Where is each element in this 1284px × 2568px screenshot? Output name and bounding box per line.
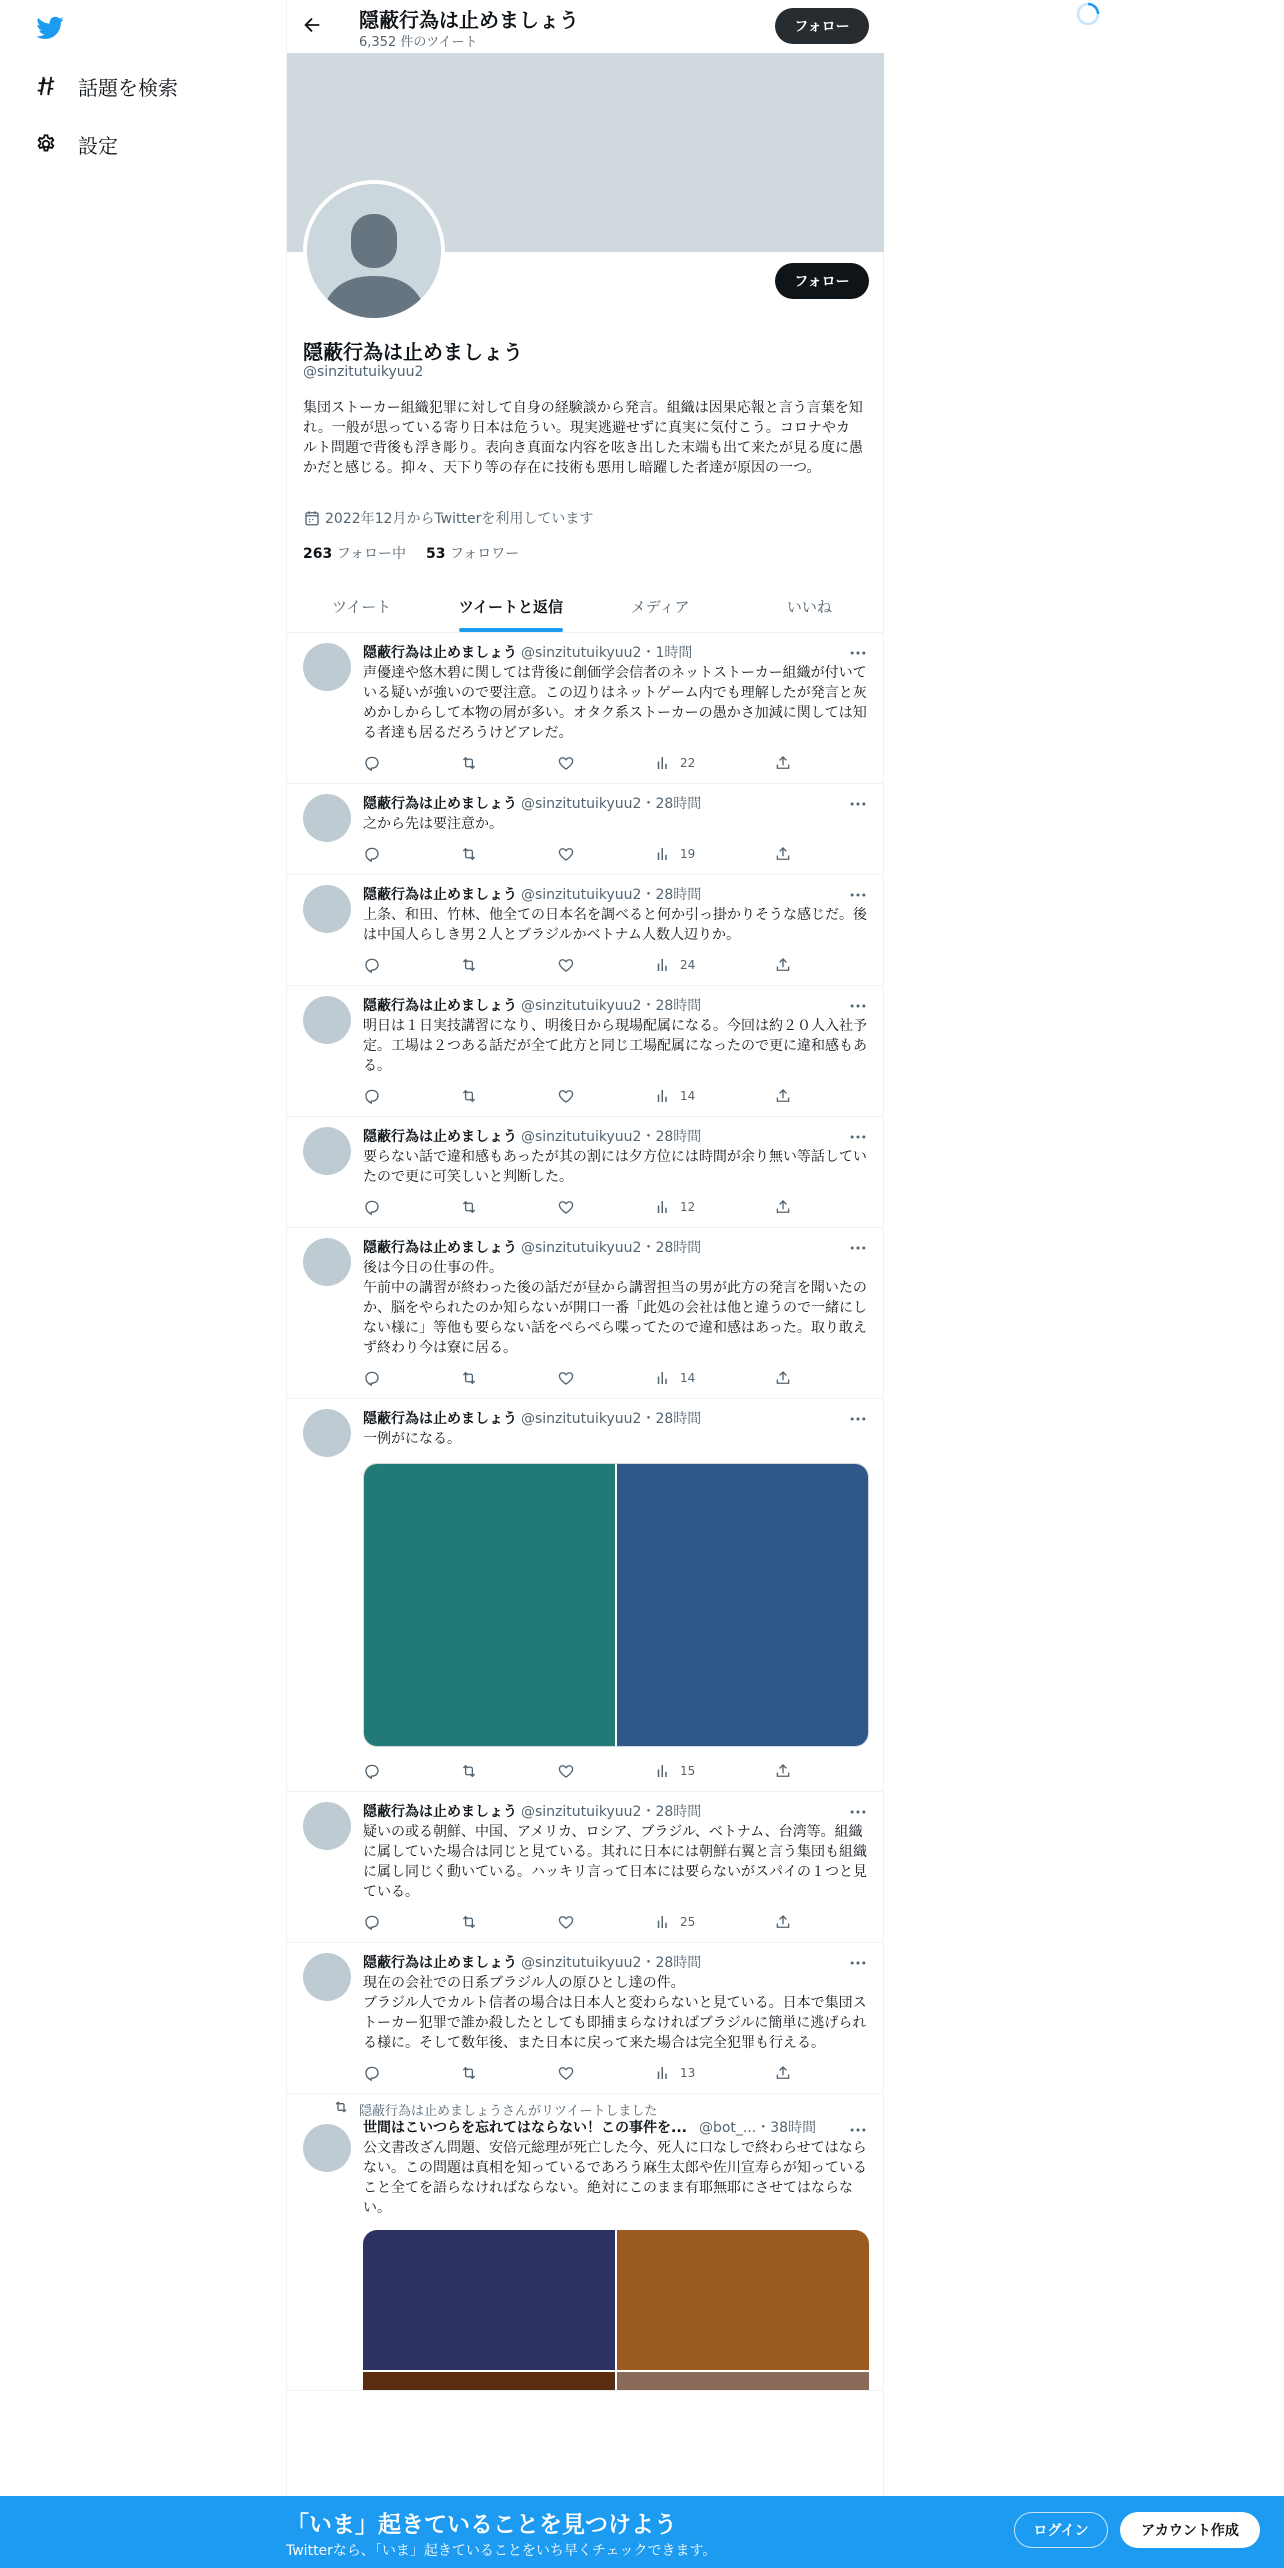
tweet-author-name[interactable]: 隠蔽行為は止めましょう [363, 1804, 517, 1820]
tweet-text: 公文書改ざん問題、安倍元総理が死亡した今、死人に口なしで終わらせてはならない。この問題は真相を知っているであろう麻生太郎や佐川宣寿らが知っていること全てを語らなければならない。絶対にこのまま有耶無耶にさせてはならない。 [363, 2140, 867, 2216]
tweet-author-handle[interactable]: @bot_... [698, 2120, 757, 2136]
tweet-media[interactable] [363, 1463, 869, 1747]
like-icon[interactable] [557, 2064, 654, 2082]
tweet[interactable] [287, 1399, 884, 1792]
views-icon[interactable] [654, 845, 774, 863]
tweet-header [363, 794, 868, 814]
avatar[interactable] [303, 1127, 351, 1175]
tweet-author-name[interactable]: 隠蔽行為は止めましょう [363, 1411, 517, 1427]
tweet[interactable] [287, 875, 884, 986]
tweet-author-handle[interactable]: @sinzitutuikyuu2 [521, 796, 642, 812]
share-icon[interactable] [774, 754, 792, 772]
nav-settings[interactable] [34, 124, 118, 164]
tweet-time[interactable]: ・28時間 [641, 1129, 702, 1145]
tweet-author-handle[interactable]: @sinzitutuikyuu2 [521, 1129, 642, 1145]
tweet-time[interactable]: ・38時間 [756, 2120, 817, 2136]
tweet-feed [287, 633, 884, 2391]
tweet-author-handle[interactable]: @sinzitutuikyuu2 [521, 1240, 642, 1256]
views-icon[interactable] [654, 1087, 774, 1105]
login-button[interactable]: ログイン [1014, 2512, 1108, 2548]
tweet-header [363, 643, 868, 663]
tweet-media[interactable] [363, 2230, 869, 2390]
nav-settings-label: 設定 [78, 133, 118, 158]
tweet-header [363, 1802, 868, 1822]
signup-button[interactable]: アカウント作成 [1120, 2512, 1260, 2548]
more-icon[interactable] [848, 1238, 868, 1258]
more-icon[interactable] [848, 794, 868, 814]
media-image[interactable] [617, 1464, 868, 1746]
profile-bio: 集団ストーカー組織犯罪に対して自身の経験談から発言。組織は因果応報と言う言葉を知れ。一般が思っている寄り日本は危うい。現実逃避せずに真実に気付こう。コロナやカルト問題で背後も浮き彫り。表向き真面な内容を呟き出した末端も出て来たが見る度に愚かだと感じる。抑々、天下り等の存在に技術も悪用し暗躍した者達が原因の一つ。 [303, 400, 863, 476]
tweet[interactable] [287, 1943, 884, 2094]
more-icon[interactable] [848, 1127, 868, 1147]
reply-icon[interactable] [363, 754, 460, 772]
back-arrow-icon[interactable] [301, 14, 325, 38]
tweet-author-name[interactable]: 隠蔽行為は止めましょう [363, 645, 517, 661]
tweet-author-handle[interactable]: @sinzitutuikyuu2 [521, 1411, 642, 1427]
tweet-text: 要らない話で違和感もあったが其の割には夕方位には時間が余り無い等話していたので更に可笑しいと判断した。 [363, 1149, 867, 1185]
header-tweet-count: 6,352 件のツイート [359, 35, 478, 50]
like-icon[interactable] [557, 1198, 654, 1216]
views-count: 22 [680, 756, 696, 770]
tab-tweets[interactable]: ツイート [331, 597, 392, 616]
views-icon[interactable] [654, 956, 774, 974]
reply-icon[interactable] [363, 845, 460, 863]
like-icon[interactable] [557, 1087, 654, 1105]
tweet-author-handle[interactable]: @sinzitutuikyuu2 [521, 998, 642, 1014]
tweet-author-name[interactable]: 隠蔽行為は止めましょう [363, 1240, 517, 1256]
like-icon[interactable] [557, 754, 654, 772]
share-icon[interactable] [774, 845, 792, 863]
share-icon[interactable] [774, 1369, 792, 1387]
tweet-header [363, 2118, 868, 2138]
tweet-actions [363, 1187, 793, 1227]
profile-stats [303, 543, 519, 563]
reply-icon[interactable] [363, 956, 460, 974]
profile-name: 隠蔽行為は止めましょう [303, 340, 523, 364]
tweet-time[interactable]: ・28時間 [641, 1955, 702, 1971]
tweet-actions [363, 2053, 793, 2093]
media-image[interactable] [617, 2372, 869, 2390]
following-link[interactable]: 263 フォロー中 [303, 546, 406, 562]
views-count: 25 [680, 1915, 696, 1929]
tweet-actions [363, 1358, 793, 1398]
tweet-time[interactable]: ・28時間 [641, 887, 702, 903]
tweet-author-handle[interactable]: @sinzitutuikyuu2 [521, 1955, 642, 1971]
tweet-actions [363, 945, 793, 985]
tweet-header [363, 1953, 868, 1973]
header-name: 隠蔽行為は止めましょう [359, 8, 579, 32]
retweeted-by-text[interactable]: 隠蔽行為は止めましょうさんがリツイートしました [359, 2103, 658, 2119]
reply-icon[interactable] [363, 2064, 460, 2082]
tweet-time[interactable]: ・28時間 [641, 1411, 702, 1427]
reply-icon[interactable] [363, 1369, 460, 1387]
views-icon[interactable] [654, 1762, 774, 1780]
signup-banner-title: 「いま」起きていることを見つけよう [286, 2512, 677, 2538]
retweet-small-icon [333, 2099, 359, 2119]
retweet-icon[interactable] [460, 1913, 557, 1931]
retweet-icon[interactable] [460, 2064, 557, 2082]
loading-spinner-icon [1076, 2, 1100, 26]
profile-follow-button[interactable]: フォロー [775, 263, 869, 299]
avatar[interactable] [303, 885, 351, 933]
more-icon[interactable] [848, 885, 868, 905]
tweet-author-handle[interactable]: @sinzitutuikyuu2 [521, 645, 642, 661]
gear-icon [34, 132, 58, 156]
tweet-author-name[interactable]: 隠蔽行為は止めましょう [363, 998, 517, 1014]
share-icon[interactable] [774, 956, 792, 974]
tweet-time[interactable]: ・28時間 [641, 998, 702, 1014]
tweet-author-handle[interactable]: @sinzitutuikyuu2 [521, 887, 642, 903]
avatar[interactable] [303, 1802, 351, 1850]
media-image[interactable] [364, 1464, 615, 1746]
tweet-text: 一例がになる。 [363, 1431, 461, 1447]
tweet-author-handle[interactable]: @sinzitutuikyuu2 [521, 1804, 642, 1820]
share-icon[interactable] [774, 2064, 792, 2082]
tweet-time[interactable]: ・1時間 [641, 645, 693, 661]
nav-explore-label: 話題を検索 [78, 75, 178, 100]
nav-explore[interactable] [34, 66, 178, 106]
top-bar [287, 0, 884, 53]
default-avatar-icon [307, 184, 441, 318]
retweet-context [333, 2100, 868, 2118]
like-icon[interactable] [557, 1913, 654, 1931]
tab-tweets-and-replies[interactable]: ツイートと返信 [436, 580, 585, 632]
views-count: 19 [680, 847, 696, 861]
tweet-header [363, 1238, 868, 1258]
tweet-time[interactable]: ・28時間 [641, 796, 702, 812]
tweet-actions [363, 1902, 793, 1942]
tweet[interactable] [287, 1228, 884, 1399]
avatar[interactable] [303, 1238, 351, 1286]
more-icon[interactable] [848, 1802, 868, 1822]
views-count: 12 [680, 1200, 696, 1214]
avatar[interactable] [303, 996, 351, 1044]
tweet-actions [363, 834, 793, 874]
tweet-header [363, 996, 868, 1016]
header-follow-button[interactable]: フォロー [775, 8, 869, 44]
retweet-icon[interactable] [460, 1762, 557, 1780]
tweet-time[interactable]: ・28時間 [641, 1240, 702, 1256]
tab-media[interactable]: メディア [630, 597, 690, 616]
views-count: 13 [680, 2066, 696, 2080]
tweet-actions [363, 1751, 793, 1791]
hashtag-icon [34, 74, 58, 98]
tweet-header [363, 1127, 868, 1147]
retweet-icon[interactable] [460, 845, 557, 863]
profile-avatar[interactable] [303, 180, 445, 322]
tweet[interactable] [287, 633, 884, 784]
tweet-author-name[interactable]: 隠蔽行為は止めましょう [363, 796, 517, 812]
like-icon[interactable] [557, 1762, 654, 1780]
signup-banner-subtitle: Twitterなら、「いま」起きていることをいち早くチェックできます。 [286, 2543, 717, 2559]
views-icon[interactable] [654, 2064, 774, 2082]
media-image[interactable] [617, 2230, 869, 2370]
profile-tabs [287, 580, 884, 633]
tweet[interactable] [287, 784, 884, 875]
like-icon[interactable] [557, 1369, 654, 1387]
reply-icon[interactable] [363, 1762, 460, 1780]
profile-joined [303, 508, 593, 528]
views-count: 14 [680, 1089, 696, 1103]
more-icon[interactable] [848, 1953, 868, 1973]
followers-link[interactable]: 53 フォロワー [426, 546, 520, 562]
media-image[interactable] [363, 2230, 615, 2370]
tweet-author-name[interactable]: 世間はこいつらを忘れてはならない！この事件を... [363, 2120, 687, 2136]
like-icon[interactable] [557, 956, 654, 974]
twitter-logo-icon[interactable] [34, 14, 66, 42]
like-icon[interactable] [557, 845, 654, 863]
retweet-icon[interactable] [460, 1369, 557, 1387]
tweet-header [363, 1409, 868, 1429]
retweet-icon[interactable] [460, 1198, 557, 1216]
tweet-text: 明日は１日実技講習になり、明後日から現場配属になる。今回は約２０人入社予定。工場は２つある話だが全て此方と同じ工場配属になったので更に違和感もある。 [363, 1018, 867, 1074]
tweet-actions [363, 743, 793, 783]
media-image[interactable] [363, 2372, 615, 2390]
tab-likes[interactable]: いいね [786, 597, 832, 616]
more-icon[interactable] [848, 996, 868, 1016]
views-count: 15 [680, 1764, 696, 1778]
retweet-icon[interactable] [460, 1087, 557, 1105]
views-count: 24 [680, 958, 696, 972]
tweet[interactable] [287, 1792, 884, 1943]
reply-icon[interactable] [363, 1198, 460, 1216]
tweet-time[interactable]: ・28時間 [641, 1804, 702, 1820]
tweet[interactable] [287, 986, 884, 1117]
reply-icon[interactable] [363, 1913, 460, 1931]
tweet-author-name[interactable]: 隠蔽行為は止めましょう [363, 887, 517, 903]
signup-banner [0, 2496, 1284, 2568]
views-icon[interactable] [654, 1913, 774, 1931]
tweet-text: 之から先は要注意か。 [363, 816, 503, 832]
tweet-header [363, 885, 868, 905]
avatar[interactable] [303, 643, 351, 691]
tweet-text: 声優達や悠木碧に関しては背後に創価学会信者のネットストーカー組織が付いている疑いが強いので要注意。この辺りはネットゲーム内でも理解したが発言と灰めかしからして本物の屑が多い。オタク系ストーカーの愚かさ加減に関しては知る者達も居るだろうけどアレだ。 [363, 665, 867, 741]
views-count: 14 [680, 1371, 696, 1385]
profile-joined-text: 2022年12月からTwitterを利用しています [325, 511, 594, 527]
share-icon[interactable] [774, 1198, 792, 1216]
retweet-icon[interactable] [460, 956, 557, 974]
retweet[interactable] [287, 2094, 884, 2391]
tweet[interactable] [287, 1117, 884, 1228]
avatar[interactable] [303, 2124, 351, 2172]
tweet-author-name[interactable]: 隠蔽行為は止めましょう [363, 1955, 517, 1971]
share-icon[interactable] [774, 1762, 792, 1780]
share-icon[interactable] [774, 1913, 792, 1931]
profile-handle: @sinzitutuikyuu2 [303, 364, 424, 380]
calendar-icon [303, 509, 321, 527]
reply-icon[interactable] [363, 1087, 460, 1105]
more-icon[interactable] [848, 1409, 868, 1429]
views-icon[interactable] [654, 1369, 774, 1387]
tweet-text: 上条、和田、竹林、他全ての日本名を調べると何か引っ掛かりそうな感じだ。後は中国人らしき男２人とブラジルかベトナム人数人辺りか。 [363, 907, 867, 943]
avatar[interactable] [303, 1409, 351, 1457]
share-icon[interactable] [774, 1087, 792, 1105]
left-nav [0, 0, 286, 2568]
views-icon[interactable] [654, 754, 774, 772]
tweet-author-name[interactable]: 隠蔽行為は止めましょう [363, 1129, 517, 1145]
main-column [286, 0, 884, 2500]
retweet-icon[interactable] [460, 754, 557, 772]
avatar[interactable] [303, 794, 351, 842]
avatar[interactable] [303, 1953, 351, 2001]
tweet-text: 後は今日の仕事の件。 午前中の講習が終わった後の話だが昼から講習担当の男が此方の発言を聞いたのか、脳をやられたのか知らないが開口一番「此処の会社は他と違うので一緒にしない様に」等他も要らない話をぺらぺら喋ってたので違和感はあった。取り敢えず終わり今は寮に居る。 [363, 1260, 867, 1356]
more-icon[interactable] [848, 2120, 868, 2140]
more-icon[interactable] [848, 643, 868, 663]
views-icon[interactable] [654, 1198, 774, 1216]
tweet-text: 現在の会社での日系ブラジル人の原ひとし達の件。 ブラジル人でカルト信者の場合は日本人と変わらないと見ている。日本で集団ストーカー犯罪で誰か殺したとしても即捕まらなければブラジルに簡単に逃げられる様に。そして数年後、また日本に戻って来た場合は完全犯罪も行える。 [363, 1975, 867, 2051]
tweet-actions [363, 1076, 793, 1116]
tweet-text: 疑いの或る朝鮮、中国、アメリカ、ロシア、ブラジル、ベトナム、台湾等。組織に属していた場合は同じと見ている。其れに日本には朝鮮右翼と言う集団も組織に属し同じく動いている。ハッキリ言って日本には要らないがスパイの１つと見ている。 [363, 1824, 867, 1900]
